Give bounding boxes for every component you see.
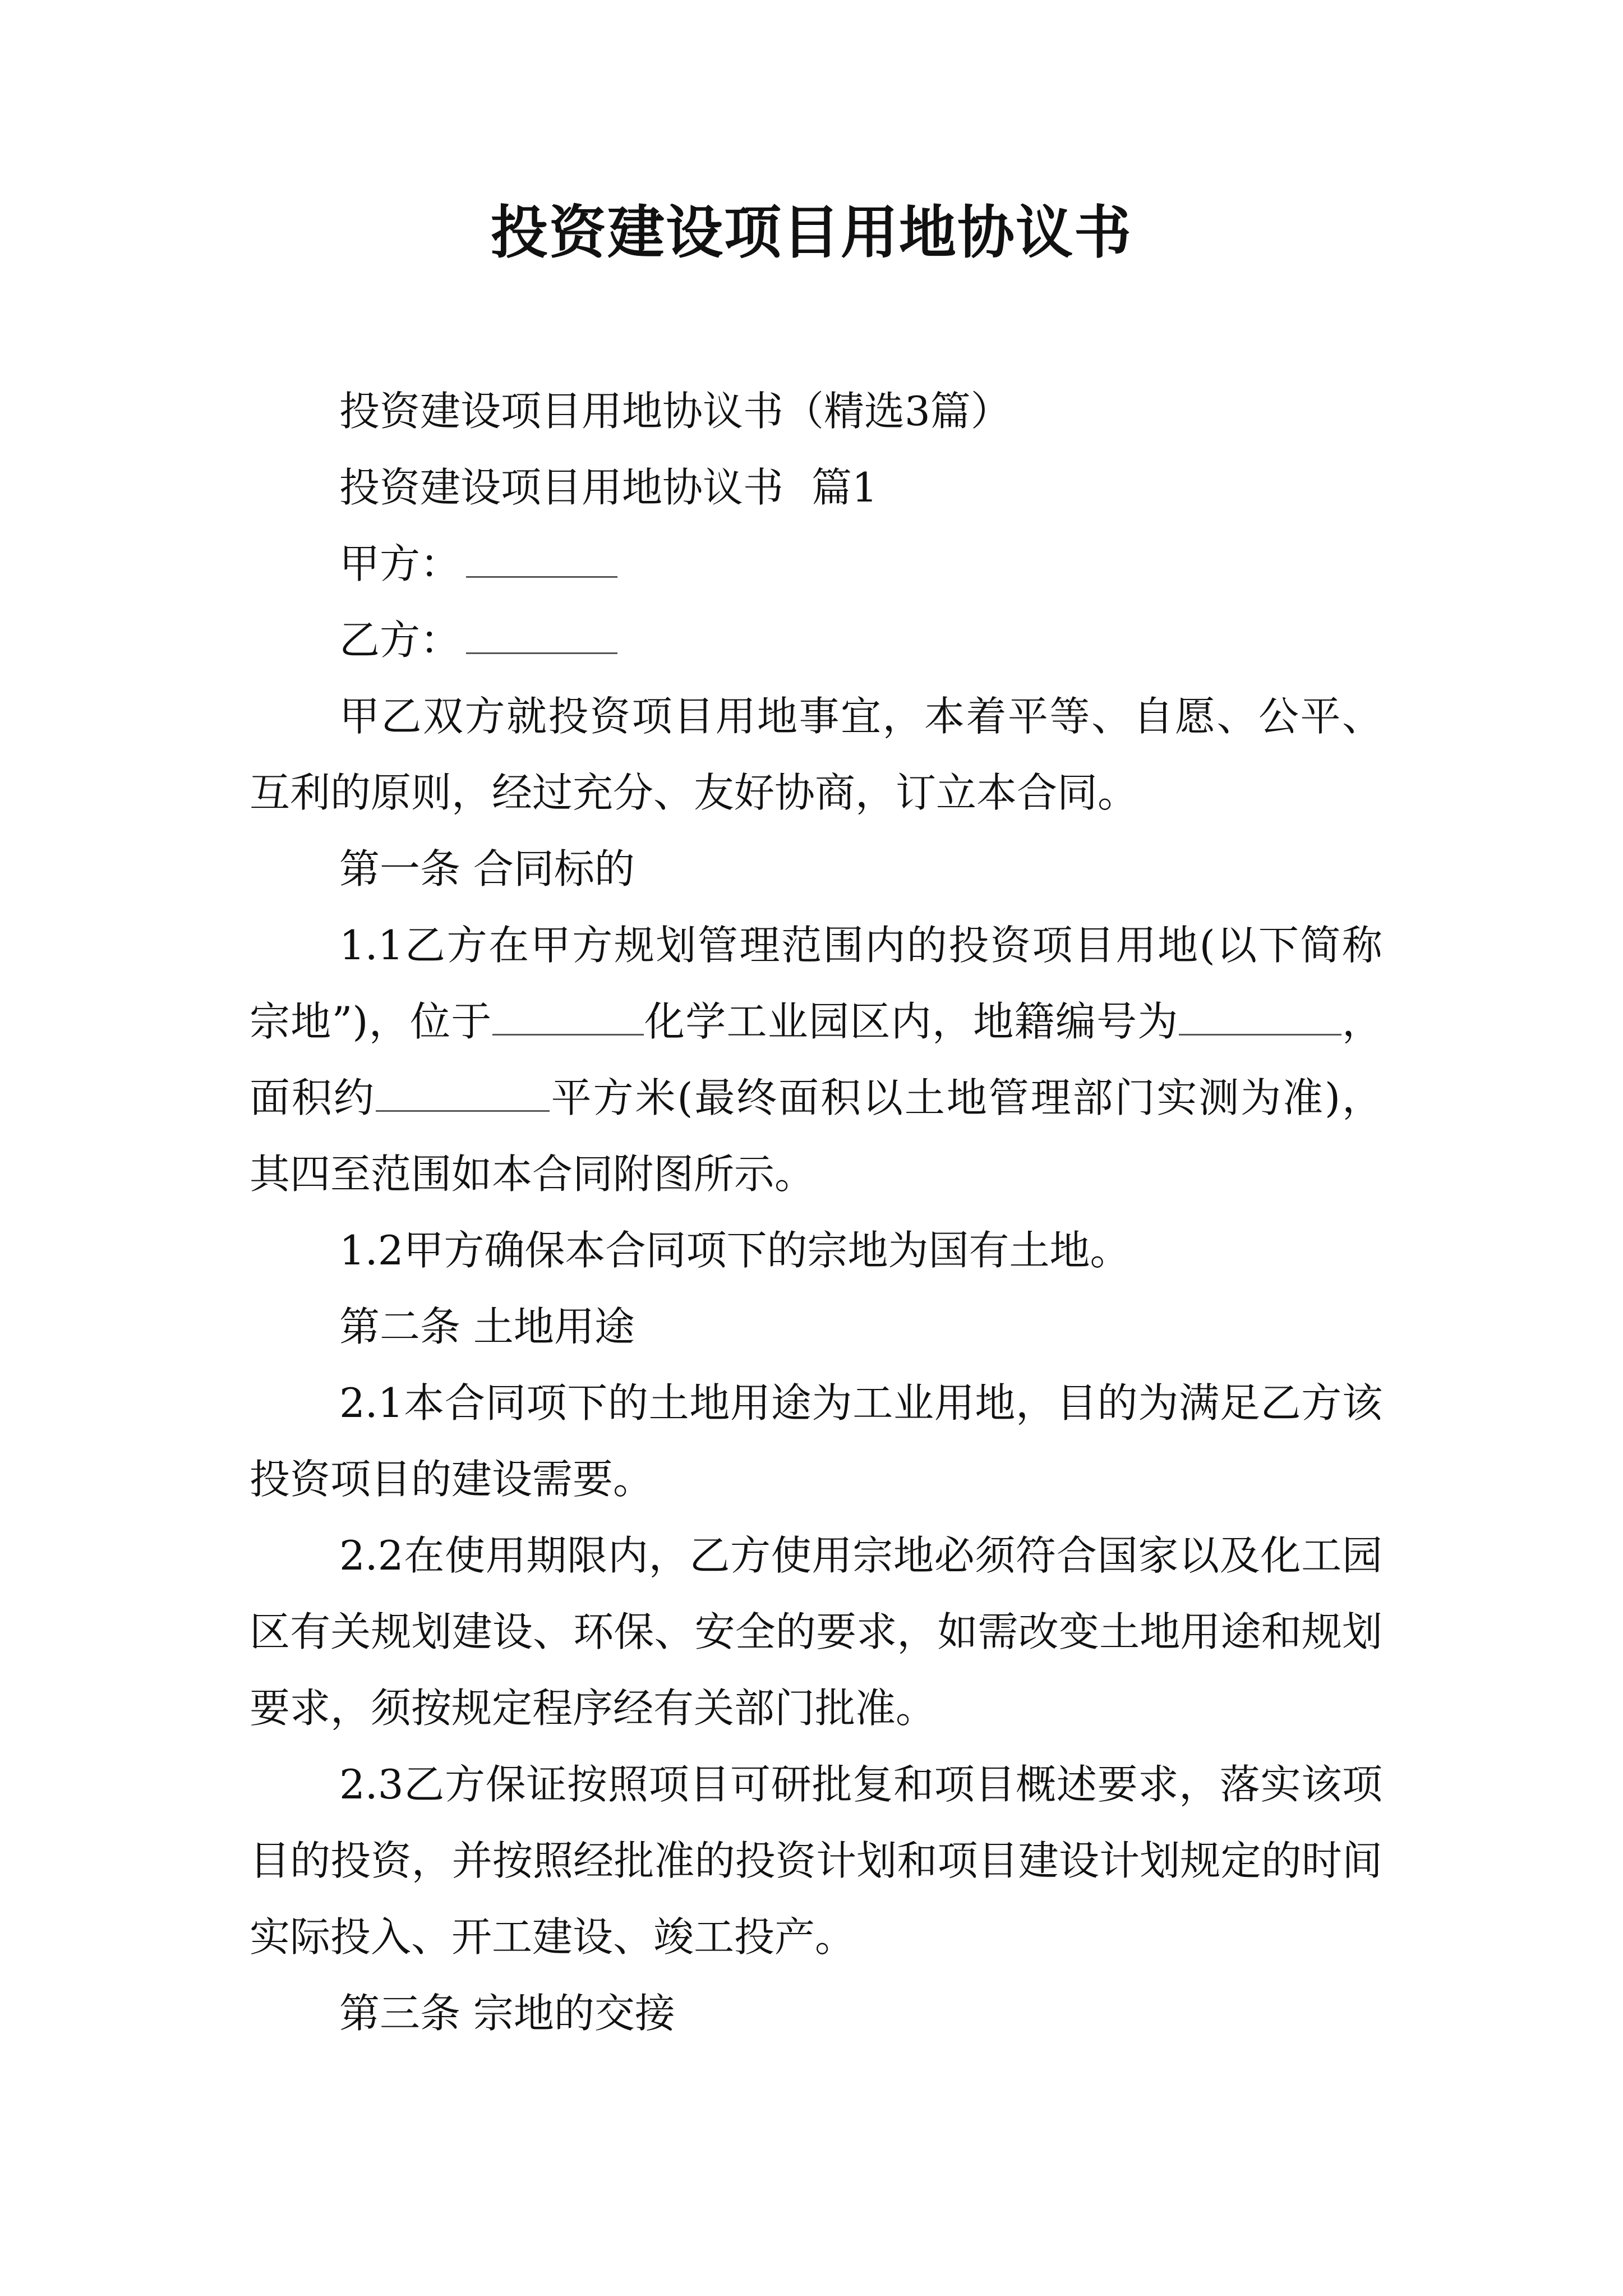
- clause-1-1-text-1: 1.1乙方在甲方规划管理范围内的投资项目用地(以下简称宗地”)，位于: [250, 922, 1382, 1045]
- party-b-line: [250, 602, 1382, 678]
- document-title: 投资建设项目用地协议书: [491, 199, 1132, 266]
- park-name-blank: [492, 1000, 644, 1036]
- section-heading: [250, 449, 1382, 526]
- clause-1-1-text-2: 化学工业园区内，地籍编号为: [643, 998, 1179, 1045]
- party-a-label: 甲方：: [339, 540, 461, 587]
- intro-paragraph: 甲乙双方就投资项目用地事宜，本着平等、自愿、公平、互利的原则，经过充分、友好协商，订立本合同。: [250, 693, 1382, 816]
- clause-2-3: 2.3乙方保证按照项目可研批复和项目概述要求，落实该项目的投资，并按照经批准的投资计划和项目建设计划规定的时间实际投入、开工建设、竣工投产。: [250, 1761, 1382, 1961]
- document-body: [250, 373, 1382, 2051]
- clause-1-1-text-3: ，面积约: [250, 998, 1382, 1121]
- section-heading-part: 篇1: [811, 464, 878, 511]
- clause-1-1: [250, 907, 1382, 1212]
- article-2-title: 第二条 土地用途: [339, 1303, 635, 1350]
- party-a-line: [250, 526, 1382, 602]
- area-blank: [376, 1076, 550, 1112]
- cadastral-number-blank: [1179, 1000, 1341, 1036]
- article-1-title: 第一条 合同标的: [339, 845, 635, 892]
- party-a-blank: [466, 542, 617, 578]
- article-3-title: 第三条 宗地的交接: [339, 1990, 675, 2037]
- clause-2-1: 2.1本合同项下的土地用途为工业用地，目的为满足乙方该投资项目的建设需要。: [250, 1379, 1382, 1503]
- clause-2-2: 2.2在使用期限内，乙方使用宗地必须符合国家以及化工园区有关规划建设、环保、安全的要求，如需改变土地用途和规划要求，须按规定程序经有关部门批准。: [250, 1532, 1382, 1732]
- party-b-blank: [466, 619, 617, 654]
- clause-1-2: 1.2甲方确保本合同项下的宗地为国有土地。: [339, 1227, 1131, 1274]
- clause-1-1-text-4: 平方米(最终面积以土地管理部门实测为准)，其四至范围如本合同附图所示。: [250, 1074, 1382, 1198]
- section-heading-name: 投资建设项目用地协议书: [339, 464, 784, 511]
- document-subtitle: 投资建设项目用地协议书（精选3篇）: [339, 388, 1011, 435]
- party-b-label: 乙方：: [339, 616, 461, 664]
